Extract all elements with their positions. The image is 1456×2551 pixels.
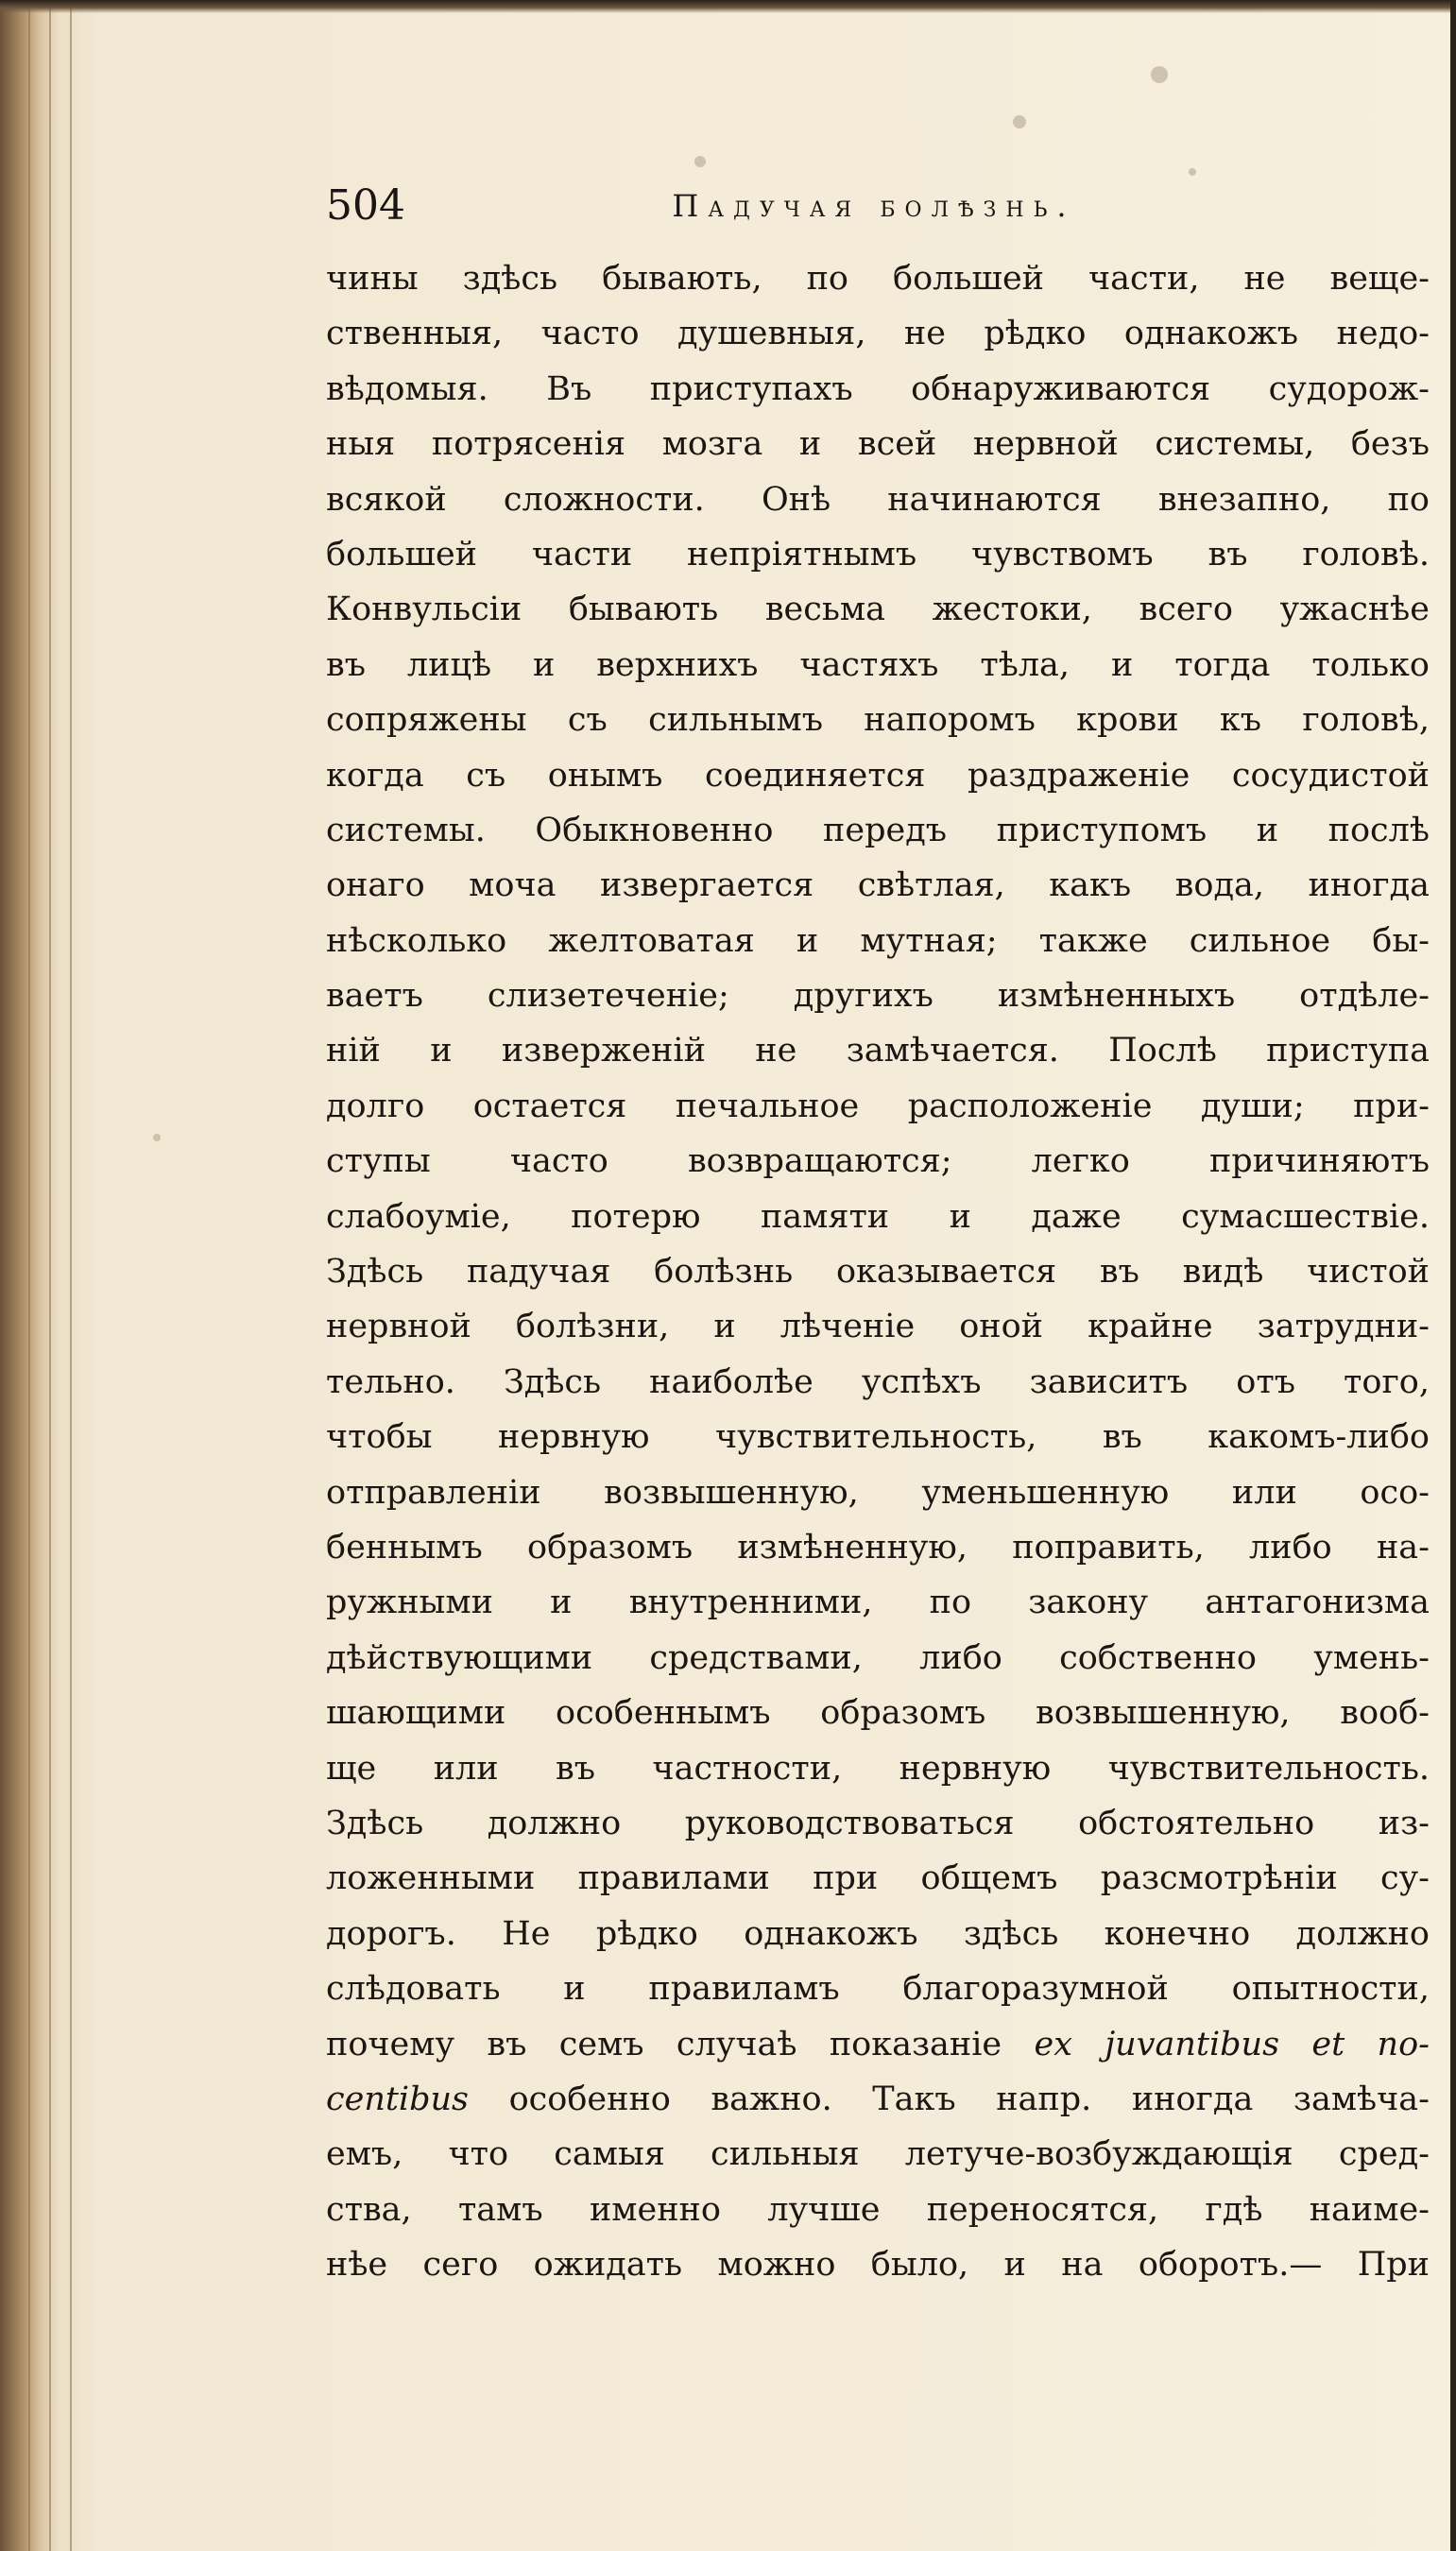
text-segment: нѣе сего ожидать можно было, и на оборотъ.— При — [326, 2246, 1430, 2285]
text-segment: ружными и внутренними, по закону антагонизма — [326, 1584, 1430, 1622]
text-segment: тельно. Здѣсь наиболѣе успѣхъ зависитъ отъ того, — [326, 1362, 1430, 1401]
text-line — [326, 2072, 1430, 2127]
text-line — [326, 1465, 1430, 1520]
text-segment: нѣсколько желтоватая и мутная; также сильное бы- — [326, 921, 1430, 960]
text-segment: дѣйствующими средствами, либо собственно умень- — [326, 1638, 1430, 1677]
text-line — [326, 417, 1430, 471]
text-segment: отправленіи возвышенную, уменьшенную или осо- — [326, 1473, 1430, 1512]
text-segment: всякой сложности. Онѣ начинаются внезапно, по — [326, 480, 1430, 519]
text-line — [326, 1631, 1430, 1686]
text-line — [326, 1134, 1430, 1189]
text-line — [326, 306, 1430, 361]
text-segment: ственныя, часто душевныя, не рѣдко однакожъ недо- — [326, 315, 1430, 353]
text-line — [326, 1741, 1430, 1796]
text-segment: въ лицѣ и верхнихъ частяхъ тѣла, и тогда только — [326, 645, 1430, 684]
text-segment: большей части непріятнымъ чувствомъ въ головѣ. — [326, 535, 1430, 574]
text-line — [326, 693, 1430, 747]
text-line — [326, 1190, 1430, 1244]
latin-phrase: ex juvantibus et no- — [1034, 2025, 1430, 2063]
text-segment: дорогъ. Не рѣдко однакожъ здѣсь конечно должно — [326, 1914, 1430, 1953]
text-line — [326, 1355, 1430, 1410]
text-line — [326, 1961, 1430, 2016]
text-line — [326, 2183, 1430, 2237]
paper-spot — [153, 1134, 161, 1141]
text-segment: почему въ семъ случаѣ показаніе — [326, 2025, 1035, 2063]
page-number: 504 — [326, 181, 405, 230]
text-segment: шающими особеннымъ образомъ возвышенную, вооб- — [326, 1694, 1430, 1733]
text-line — [326, 1244, 1430, 1299]
text-line — [326, 858, 1430, 913]
text-segment: Здѣсь должно руководствоваться обстоятельно из- — [326, 1804, 1430, 1842]
text-line — [326, 2127, 1430, 2182]
text-segment: беннымъ образомъ измѣненную, поправить, либо на- — [326, 1528, 1430, 1567]
text-line — [326, 472, 1430, 527]
latin-phrase: centibus — [326, 2080, 470, 2118]
text-line — [326, 968, 1430, 1023]
text-line — [326, 1520, 1430, 1575]
text-line — [326, 2017, 1430, 2072]
text-line — [326, 1299, 1430, 1354]
page-edge-line — [49, 0, 51, 2551]
text-segment: ства, тамъ именно лучше переносятся, гдѣ наиме- — [326, 2190, 1430, 2229]
text-line — [326, 251, 1430, 306]
text-segment: емъ, что самыя сильныя летуче-возбуждающія сред- — [326, 2135, 1430, 2174]
text-line — [326, 1796, 1430, 1851]
text-line — [326, 2237, 1430, 2292]
text-line — [326, 1410, 1430, 1464]
text-segment: слѣдовать и правиламъ благоразумной опытности, — [326, 1970, 1430, 2009]
page-edge-line — [70, 0, 72, 2551]
text-segment: чины здѣсь бывають, по большей части, не веще- — [326, 260, 1430, 298]
text-segment: вѣдомыя. Въ приступахъ обнаруживаются судорож- — [326, 369, 1430, 408]
text-segment: долго остается печальное расположеніе души; при- — [326, 1087, 1430, 1125]
text-line — [326, 1575, 1430, 1630]
text-segment: чтобы нервную чувствительность, въ какомъ-либо — [326, 1418, 1430, 1457]
text-segment: ныя потрясенія мозга и всей нервной системы, безъ — [326, 425, 1430, 464]
paper-spot — [694, 156, 706, 167]
paper-spot — [1151, 66, 1168, 83]
text-segment: Здѣсь падучая болѣзнь оказывается въ видѣ чистой — [326, 1253, 1430, 1292]
text-line — [326, 1851, 1430, 1906]
text-line — [326, 1079, 1430, 1134]
text-segment: ваетъ слизетеченіе; другихъ измѣненныхъ отдѣле- — [326, 977, 1430, 1016]
running-title: Падучая болѣзнь. — [672, 188, 1076, 224]
body-text — [326, 251, 1430, 2292]
text-line — [326, 803, 1430, 858]
text-segment: онаго моча извергается свѣтлая, какъ вода, иногда — [326, 866, 1430, 905]
page-edge-line — [28, 0, 30, 2551]
text-segment: Конвульсіи бывають весьма жестоки, всего ужаснѣе — [326, 591, 1430, 629]
text-line — [326, 1023, 1430, 1078]
text-segment: ній и изверженій не замѣчается. Послѣ приступа — [326, 1032, 1430, 1070]
text-segment: системы. Обыкновенно передъ приступомъ и послѣ — [326, 811, 1430, 849]
text-segment: когда съ онымъ соединяется раздраженіе сосудистой — [326, 756, 1430, 795]
text-segment: ложенными правилами при общемъ разсмотрѣніи су- — [326, 1859, 1430, 1898]
text-segment: сопряжены съ сильнымъ напоромъ крови къ головѣ, — [326, 701, 1430, 740]
page-header — [326, 178, 1422, 234]
text-line — [326, 638, 1430, 693]
text-segment: ступы часто возвращаются; легко причиняютъ — [326, 1142, 1430, 1181]
text-segment: слабоуміе, потерю памяти и даже сумасшествіе. — [326, 1197, 1430, 1236]
text-segment: нервной болѣзни, и лѣченіе оной крайне затрудни- — [326, 1308, 1430, 1346]
text-line — [326, 527, 1430, 582]
text-line — [326, 582, 1430, 637]
paper-spot — [1013, 115, 1026, 128]
text-line — [326, 1907, 1430, 1961]
top-page-edge — [0, 0, 1456, 13]
text-segment: особенно важно. Такъ напр. иногда замѣча- — [469, 2080, 1430, 2118]
text-segment: ще или въ частности, нервную чувствительность. — [326, 1749, 1430, 1788]
text-line — [326, 914, 1430, 968]
paper-spot — [1189, 168, 1196, 176]
text-line — [326, 1686, 1430, 1740]
text-line — [326, 748, 1430, 803]
text-line — [326, 362, 1430, 417]
right-page-edge — [1450, 0, 1456, 2551]
